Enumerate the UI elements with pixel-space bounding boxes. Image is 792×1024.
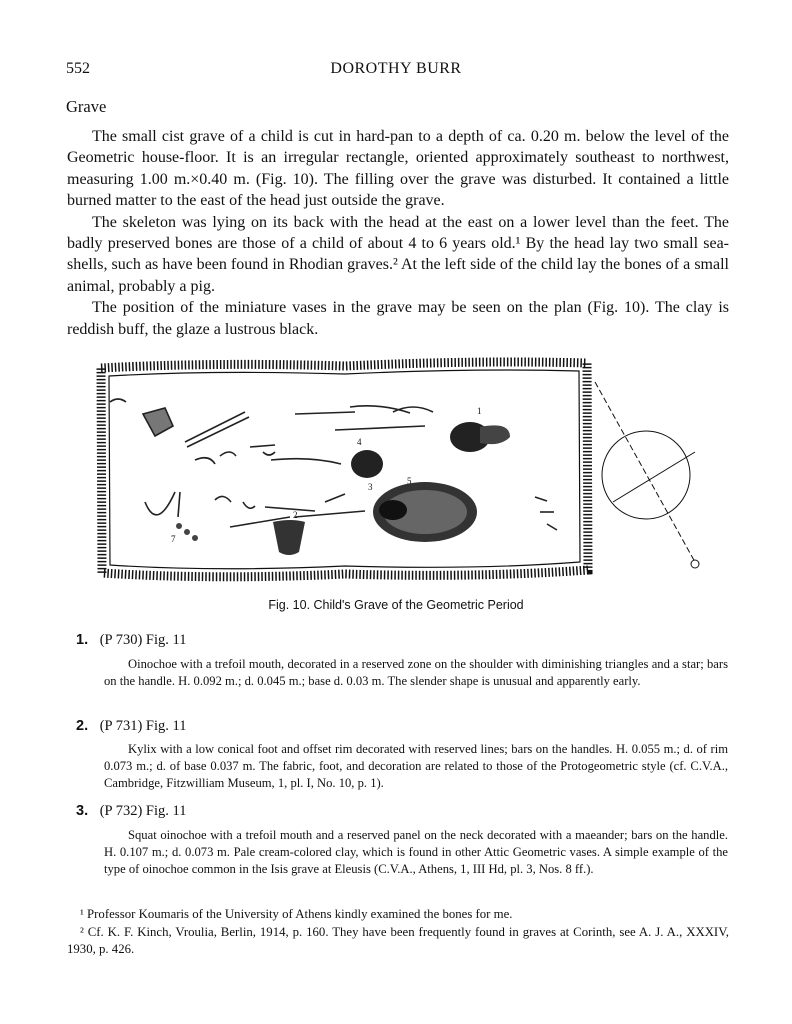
entry-reference: (P 732) Fig. 11 — [99, 803, 187, 819]
grave-plan-figure — [95, 352, 715, 587]
entry-number: 2. — [76, 718, 89, 734]
entry-description: Oinochoe with a trefoil mouth, decorated in a reserved zone on the shoulder with diminishing triangles and a star; bars on the handle. H. 0.092 m.; d. 0.045 m.; base d. 0.03 m. The slender shape is unusual and apparently early. — [104, 657, 728, 689]
paragraph: The skeleton was lying on its back with the head at the east on a lower level than the feet. The badly preserved bones are those of a child of about 4 to 6 years old.¹ By the head lay two small sea-shells, such as have been found in Rhodian graves.² At the left side of the child lay the bones of a small animal, probably a pig. — [67, 213, 729, 295]
paragraph: The position of the miniature vases in the grave may be seen on the plan (Fig. 10). The clay is reddish buff, the glaze a lustrous black. — [67, 299, 729, 338]
catalogue-entry-heading — [76, 632, 186, 649]
entry-description: Squat oinochoe with a trefoil mouth and a reserved panel on the neck decorated with a maeander; bars on the handle. H. 0.107 m.; d. 0.073 m. Pale cream-colored clay, which is found in other Attic Geometric vases. A simple example of the type of oinochoe common in the Isis grave at Eleusis (C.V.A., Athens, 1, III Hd, pl. 3, Nos. 8 ff.). — [104, 828, 728, 877]
section-title: Grave — [66, 97, 107, 116]
grave-wall-hatching — [101, 362, 588, 577]
sea-shells — [176, 523, 198, 541]
catalogue-entry-heading — [76, 718, 186, 735]
vase-label: 5 — [407, 476, 412, 486]
vase-3-oinochoe — [373, 482, 477, 542]
running-header-author: DOROTHY BURR — [330, 60, 462, 77]
vase-label: 4 — [357, 437, 362, 447]
entry-reference: (P 731) Fig. 11 — [99, 718, 187, 734]
catalogue-entry-text — [104, 656, 728, 690]
vase-label: 2 — [293, 510, 298, 520]
vase-2-kylix — [273, 520, 305, 555]
page-number: 552 — [66, 60, 90, 77]
vase-label: 1 — [477, 406, 482, 416]
orientation-indicator — [595, 382, 699, 568]
entry-reference: (P 730) Fig. 11 — [99, 632, 187, 648]
skeleton-bones — [110, 399, 557, 530]
catalogue-entry-heading — [76, 803, 186, 820]
entry-description: Kylix with a low conical foot and offset rim decorated with reserved lines; bars on the handles. H. 0.055 m.; d. of rim 0.073 m.; d. of base 0.037 m. The fabric, foot, and decoration are related to those of the Protogeometric style (cf. C.V.A., Cambridge, Fitzwilliam Museum, 1, pl. I, No. 10, p. 1). — [104, 742, 728, 791]
vase-label: 3 — [368, 482, 373, 492]
catalogue-entry-text — [104, 741, 728, 793]
figure-caption: Fig. 10. Child's Grave of the Geometric Period — [268, 598, 524, 612]
entry-number: 1. — [76, 632, 89, 648]
entry-number: 3. — [76, 803, 89, 819]
vase-label: 7 — [171, 534, 176, 544]
vase-4 — [351, 450, 383, 478]
vase-1-oinochoe — [450, 422, 510, 452]
footnote: ¹ Professor Koumaris of the University of Athens kindly examined the bones for me. — [80, 907, 513, 921]
catalogue-entry-text — [104, 827, 728, 879]
footnote: ² Cf. K. F. Kinch, Vroulia, Berlin, 1914, p. 160. They have been frequently found in graves at Corinth, see A. J. A., XXXIV, 1930, p. 426. — [67, 924, 729, 957]
body-text — [67, 126, 729, 340]
footnotes — [67, 906, 729, 959]
grave-outline — [109, 370, 580, 569]
paragraph: The small cist grave of a child is cut in hard-pan to a depth of ca. 0.20 m. below the level of the Geometric house-floor. It is an irregular rectangle, oriented approximately southeast to northwest, measuring 1.00 m.×0.40 m. (Fig. 10). The filling over the grave was disturbed. It contained a little burned matter to the east of the head just outside the grave. — [67, 128, 729, 210]
